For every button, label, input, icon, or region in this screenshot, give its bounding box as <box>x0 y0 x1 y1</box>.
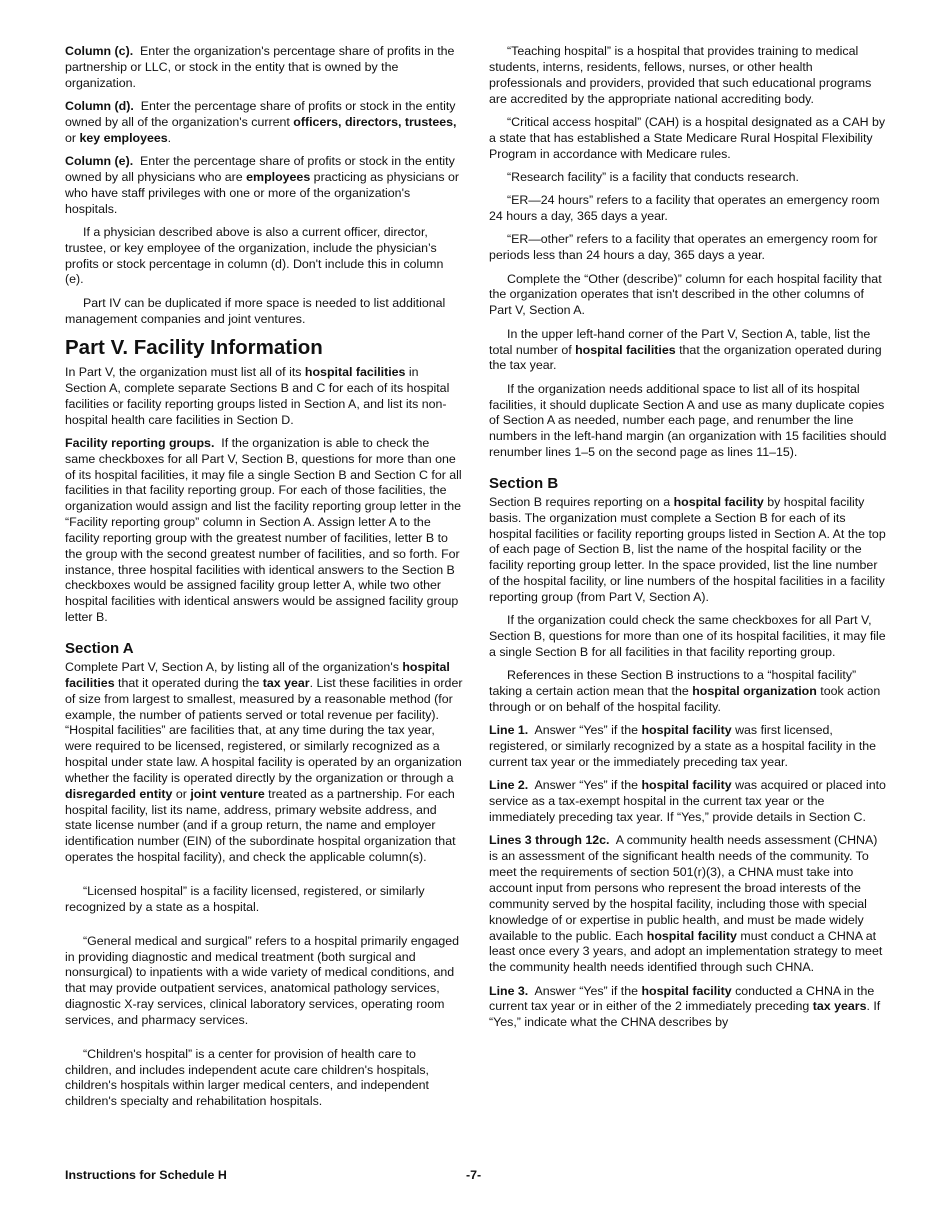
part-v-intro: In Part V, the organization must list all of its hospital facilities in Section A, complete separate Sections B and C for each of its hospital facilities or facility reporting groups listed in Section A, and list its non-hospital health care facilities in Section D. <box>65 365 450 427</box>
er-24-hours-paragraph: “ER—24 hours” refers to a facility that operates an emergency room 24 hours a day, 365 days a year. <box>489 193 880 224</box>
section-a-title: Section A <box>65 640 134 657</box>
section-b-title: Section B <box>489 474 559 492</box>
other-describe-paragraph: Complete the “Other (describe)” column for each hospital facility that the organization operates that isn't described in the other columns of Part V, Section A. <box>489 271 882 318</box>
left-column <box>65 44 463 1118</box>
research-facility-paragraph: “Research facility” is a facility that conducts research. <box>507 169 799 184</box>
column-d-paragraph: Column (d). Enter the percentage share of profits or stock in the entity owned by all of the organization's current officers, directors, trustees, or key employees. <box>65 99 457 145</box>
part-iv-paragraph: Part IV can be duplicated if more space is needed to list additional management companies and joint ventures. <box>65 295 446 326</box>
line-3-paragraph: Line 3. Answer “Yes” if the hospital facility conducted a CHNA in the current tax year or in either of the 2 immediately preceding tax years. If “Yes,” indicate what the CHNA describes by <box>489 983 881 1030</box>
column-c-paragraph: Column (c). Enter the organization's percentage share of profits in the partnership or LLC, or stock in the entity that is owned by the organization. <box>65 44 455 90</box>
general-medical-paragraph: “General medical and surgical” refers to a hospital primarily engaged in providing diagnostic and medical treatment (both surgical and nonsurgical) to inpatients with a wide variety of medical conditions, and that may provide outpatient services, anatomical pathology services, diagnostic X-ray services, clinical laboratory services, operating room services, and pharmacy services. <box>65 933 460 1027</box>
physician-paragraph: If a physician described above is also a current officer, director, trustee, or key employee of the organization, include the physician’s profits or stock percentage in column (d). Don't include this in column (e). <box>65 224 444 287</box>
facility-reporting-groups-paragraph: Facility reporting groups. If the organization is able to check the same checkboxes for all Part V, Section B, questions for more than one of its hospital facilities, it may file a single Section B and Section C for all facilities in that facility reporting group. For each of those facilities, the organization would assign and list the facility reporting group letter in the “Facility reporting group” column in Section A. Assign letter A to the facility reporting group with the greatest number of facilities, letter B to the group with the second greatest number of facilities, and so forth. For instance, three hospital facilities with identical answers to the Section B checkboxes would be assigned facility group letter A, while two other hospital facilities with identical answers would be assigned facility group letter B. <box>65 435 462 625</box>
section-b-paragraph: Section B requires reporting on a hospital facility by hospital facility basis. The organization must complete a Section B for each of its hospital facilities or facility reporting groups listed in Section A. At the top of each page of Section B, list the name of the hospital facility or the facility reporting group letter. In the space provided, list the line number of the hospital facility, or line numbers of the hospital facilities in a facility reporting group (from Part V, Section A). <box>489 494 886 604</box>
childrens-hospital-paragraph: “Children's hospital” is a center for provision of health care to children, and includes independent acute care children's hospitals, children's hospitals within larger medical centers, and independent children's specialty and rehabilitation hospitals. <box>65 1046 429 1109</box>
footer-document-title: Instructions for Schedule H <box>65 1168 227 1182</box>
er-other-paragraph: “ER—other” refers to a facility that operates an emergency room for periods less than 24 hours a day, 365 days a year. <box>489 232 878 263</box>
licensed-hospital-paragraph: “Licensed hospital” is a facility licensed, registered, or similarly recognized by a state as a hospital. <box>65 883 425 914</box>
additional-space-paragraph: If the organization needs additional space to list all of its hospital facilities, it should duplicate Section A and use as many duplicate copies of Section A as needed, number each page, and renumber the line numbers in the left-hand margin (an organization with 15 facilities should renumber lines 1–5 on the second page as lines 11–15). <box>489 381 887 460</box>
upper-left-corner-paragraph: In the upper left-hand corner of the Part V, Section A, table, list the total number of hospital facilities that the organization operated during the tax year. <box>489 326 882 373</box>
same-checkboxes-paragraph: If the organization could check the same checkboxes for all Part V, Section B, questions for more than one of its hospital facilities, it may file a single Section B for all facilities in that facility reporting group. <box>489 613 886 659</box>
part-v-title: Part V. Facility Information <box>65 336 323 359</box>
line-1-paragraph: Line 1. Answer “Yes” if the hospital facility was first licensed, registered, or similarly recognized by a state as a hospital facility in the current tax year or the immediately preceding tax year. <box>489 723 877 770</box>
critical-access-paragraph: “Critical access hospital” (CAH) is a hospital designated as a CAH by a state that has established a State Medicare Rural Hospital Flexibility Program in accordance with Medicare rules. <box>489 114 886 161</box>
references-paragraph: References in these Section B instructions to a “hospital facility” taking a certain action mean that the hospital organization took action through or on behalf of the hospital facility. <box>489 668 881 715</box>
section-a-paragraph: Complete Part V, Section A, by listing all of the organization's hospital facilities that it operated during the tax year. List these facilities in order of size from largest to smallest, measured by a reasonable method (for example, the number of patients served or total revenue per facility). “Hospital facilities” are facilities that, at any time during the tax year, were required to be licensed, registered, or similarly recognized as a hospital under state law. A hospital facility is operated by an organization whether the facility is operated directly by the organization or through a disregarded entity or joint venture treated as a partnership. For each hospital facility, list its name, address, primary website address, and state license number (and if a group return, the name and employer identification number (EIN) of the subordinate hospital organization that operates the hospital facility), and check the applicable column(s). <box>65 660 463 865</box>
column-e-paragraph: Column (e). Enter the percentage share of profits or stock in the entity owned by all physicians who are employees practicing as physicians or who have staff privileges with one or more of the organization's hospitals. <box>65 154 459 216</box>
line-2-paragraph: Line 2. Answer “Yes” if the hospital facility was acquired or placed into service as a tax-exempt hospital in the current tax year or the immediately preceding tax year. If “Yes,” provide details in Section C. <box>489 778 886 825</box>
right-column <box>489 44 887 1039</box>
lines-3-12c-paragraph: Lines 3 through 12c. A community health needs assessment (CHNA) is an assessment of the significant health needs of the community. To meet the requirements of section 501(r)(3), a CHNA must take into account input from persons who represent the broad interests of the community served by the hospital facility, including those with special knowledge of or expertise in public health, and must be made widely available to the public. Each hospital facility must conduct a CHNA at least once every 3 years, and adopt an implementation strategy to meet the community health needs identified through such CHNA. <box>489 833 883 975</box>
teaching-hospital-paragraph: “Teaching hospital” is a hospital that provides training to medical students, interns, residents, fellows, nurses, or other health professionals and providers, provided that such educational programs are accredited by the appropriate national accrediting body. <box>489 44 872 106</box>
page-number: -7- <box>466 1168 482 1182</box>
